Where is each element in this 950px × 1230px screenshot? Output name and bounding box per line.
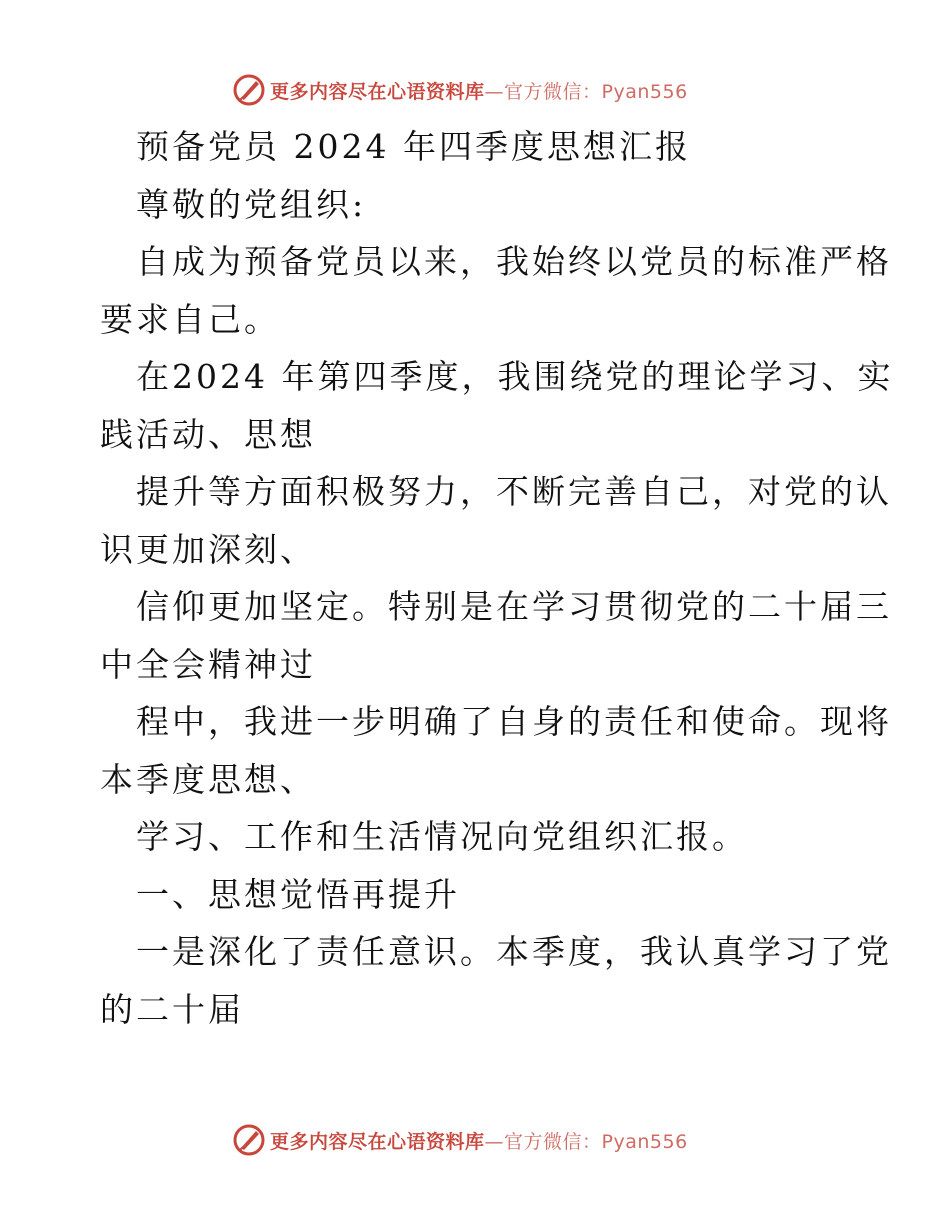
- text-line: 自成为预备党员以来，我始终以党员的标准严格: [136, 242, 892, 281]
- watermark-text: 更多内容尽在心语资料库—官方微信：Pyan556: [270, 80, 688, 103]
- text-line: 识更加深刻、: [100, 529, 316, 569]
- text-line: 中全会精神过: [100, 644, 316, 684]
- document-title: 预备党员 2024 年四季度思想汇报: [136, 127, 691, 166]
- text-line: 在2024 年第四季度，我围绕党的理论学习、实: [136, 357, 894, 396]
- text-line: 一是深化了责任意识。本季度，我认真学习了党: [136, 932, 892, 971]
- text-line: 本季度思想、: [100, 759, 316, 799]
- quill-logo-icon: [232, 73, 266, 107]
- text-line: 践活动、思想: [100, 414, 316, 454]
- text-line: 学习、工作和生活情况向党组织汇报。: [136, 817, 748, 856]
- text-line: 要求自己。: [100, 299, 280, 339]
- text-line: 程中，我进一步明确了自身的责任和使命。现将: [136, 702, 892, 741]
- text-line: 提升等方面积极努力，不断完善自己，对党的认: [136, 472, 892, 511]
- header-watermark: [232, 70, 688, 110]
- text-line: 的二十届: [100, 989, 244, 1029]
- document-body: [100, 118, 894, 1038]
- text-line: 信仰更加坚定。特别是在学习贯彻党的二十届三: [136, 587, 892, 626]
- section-heading: 一、思想觉悟再提升: [136, 874, 460, 914]
- salutation: 尊敬的党组织:: [136, 184, 367, 224]
- quill-logo-icon: [232, 1123, 266, 1157]
- watermark-text: 更多内容尽在心语资料库—官方微信：Pyan556: [270, 1130, 688, 1153]
- footer-watermark: [232, 1120, 688, 1160]
